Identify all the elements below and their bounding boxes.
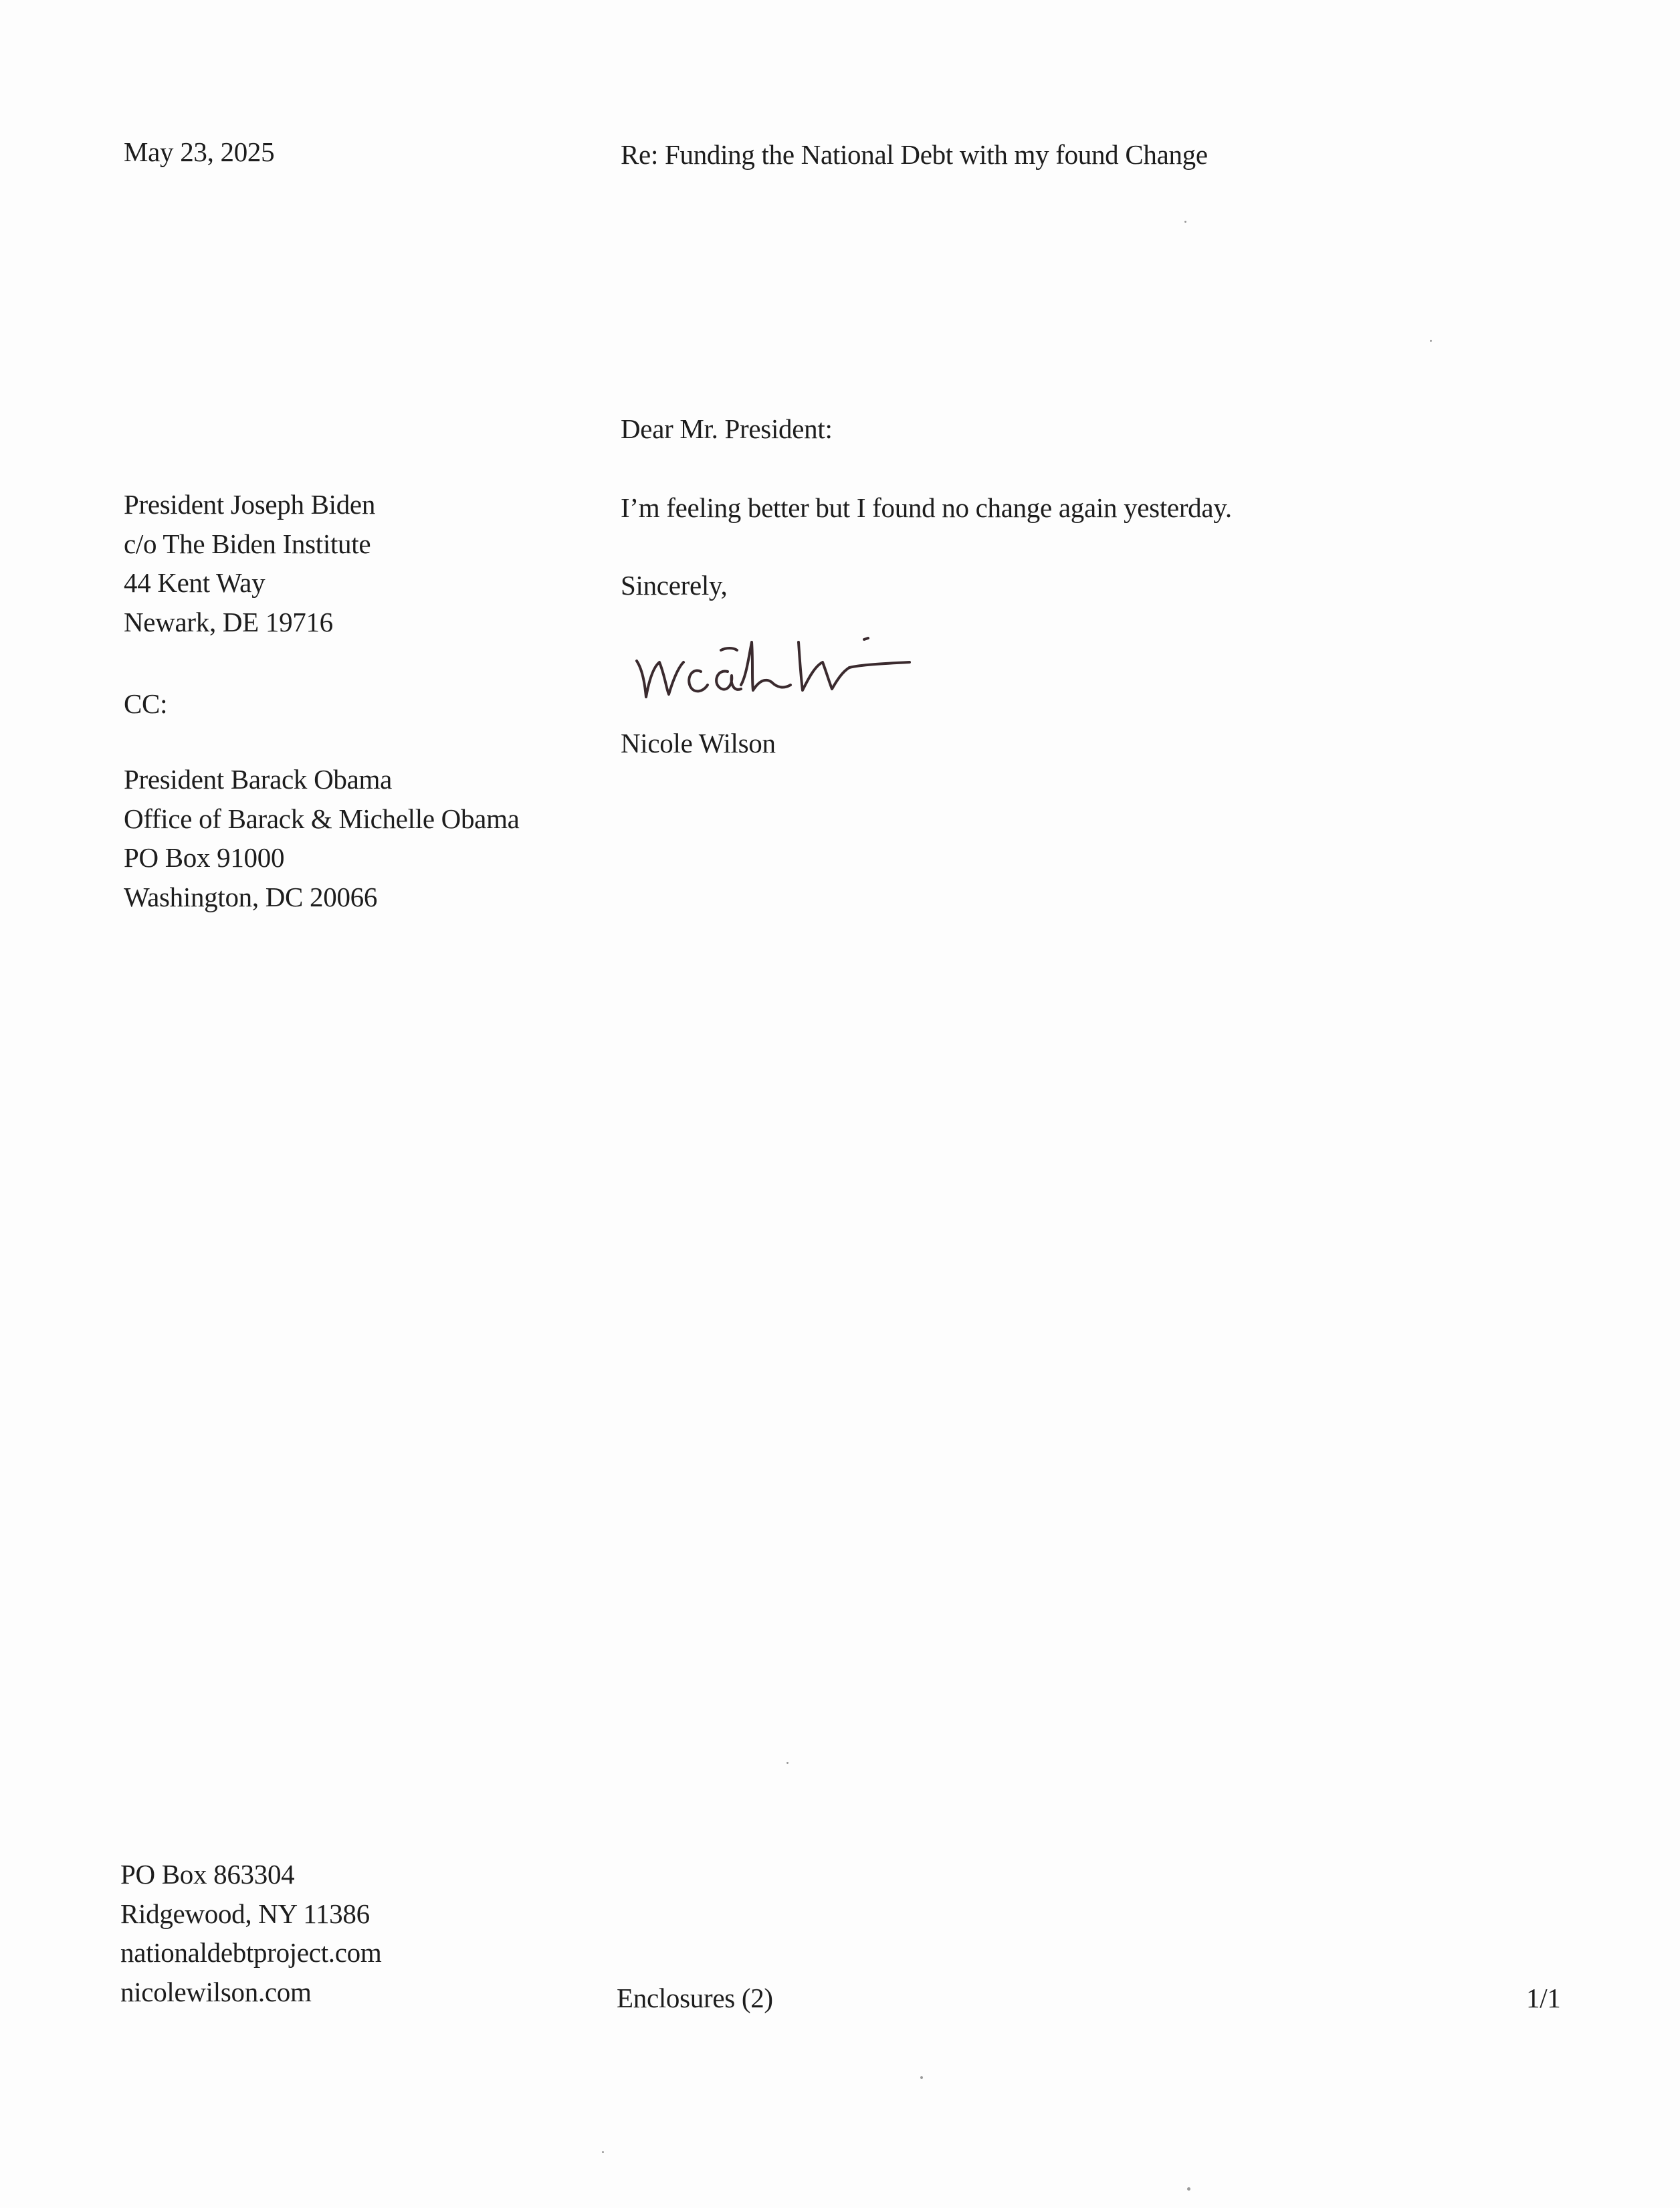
paper-speck (920, 2076, 923, 2079)
paper-speck (1184, 221, 1186, 223)
paper-speck (602, 2151, 604, 2153)
recipient-address-line: 44 Kent Way (124, 567, 266, 598)
cc-address-line: Office of Barack & Michelle Obama (124, 803, 520, 834)
cc-address-line: PO Box 91000 (124, 842, 285, 873)
recipient-address (124, 485, 375, 641)
recipient-address-line: c/o The Biden Institute (124, 528, 371, 559)
handwritten-signature (629, 615, 976, 716)
letter-subject: Re: Funding the National Debt with my found Change (621, 139, 1208, 170)
salutation: Dear Mr. President: (621, 413, 833, 444)
cc-label: CC: (124, 688, 168, 719)
letter-body: I’m feeling better but I found no change again yesterday. (621, 492, 1232, 523)
closing: Sincerely, (621, 570, 728, 601)
paper-speck (786, 1762, 789, 1764)
sender-address-line: nationaldebtproject.com (120, 1937, 382, 1968)
paper-speck (1430, 340, 1432, 342)
sender-address-line: nicolewilson.com (120, 1976, 312, 2007)
cc-address-line: President Barack Obama (124, 764, 392, 795)
enclosures-note: Enclosures (2) (617, 1983, 773, 2013)
signature-name: Nicole Wilson (621, 728, 776, 759)
page-number: 1/1 (1526, 1983, 1561, 2013)
sender-address-line: Ridgewood, NY 11386 (120, 1898, 370, 1929)
recipient-address-line: President Joseph Biden (124, 489, 376, 520)
paper-speck (1187, 2187, 1190, 2191)
cc-address-line: Washington, DC 20066 (124, 881, 378, 912)
letter-date: May 23, 2025 (124, 136, 275, 167)
sender-address-line: PO Box 863304 (120, 1859, 295, 1890)
cc-recipient-address (124, 760, 520, 916)
recipient-address-line: Newark, DE 19716 (124, 606, 333, 637)
sender-address (120, 1855, 381, 2011)
